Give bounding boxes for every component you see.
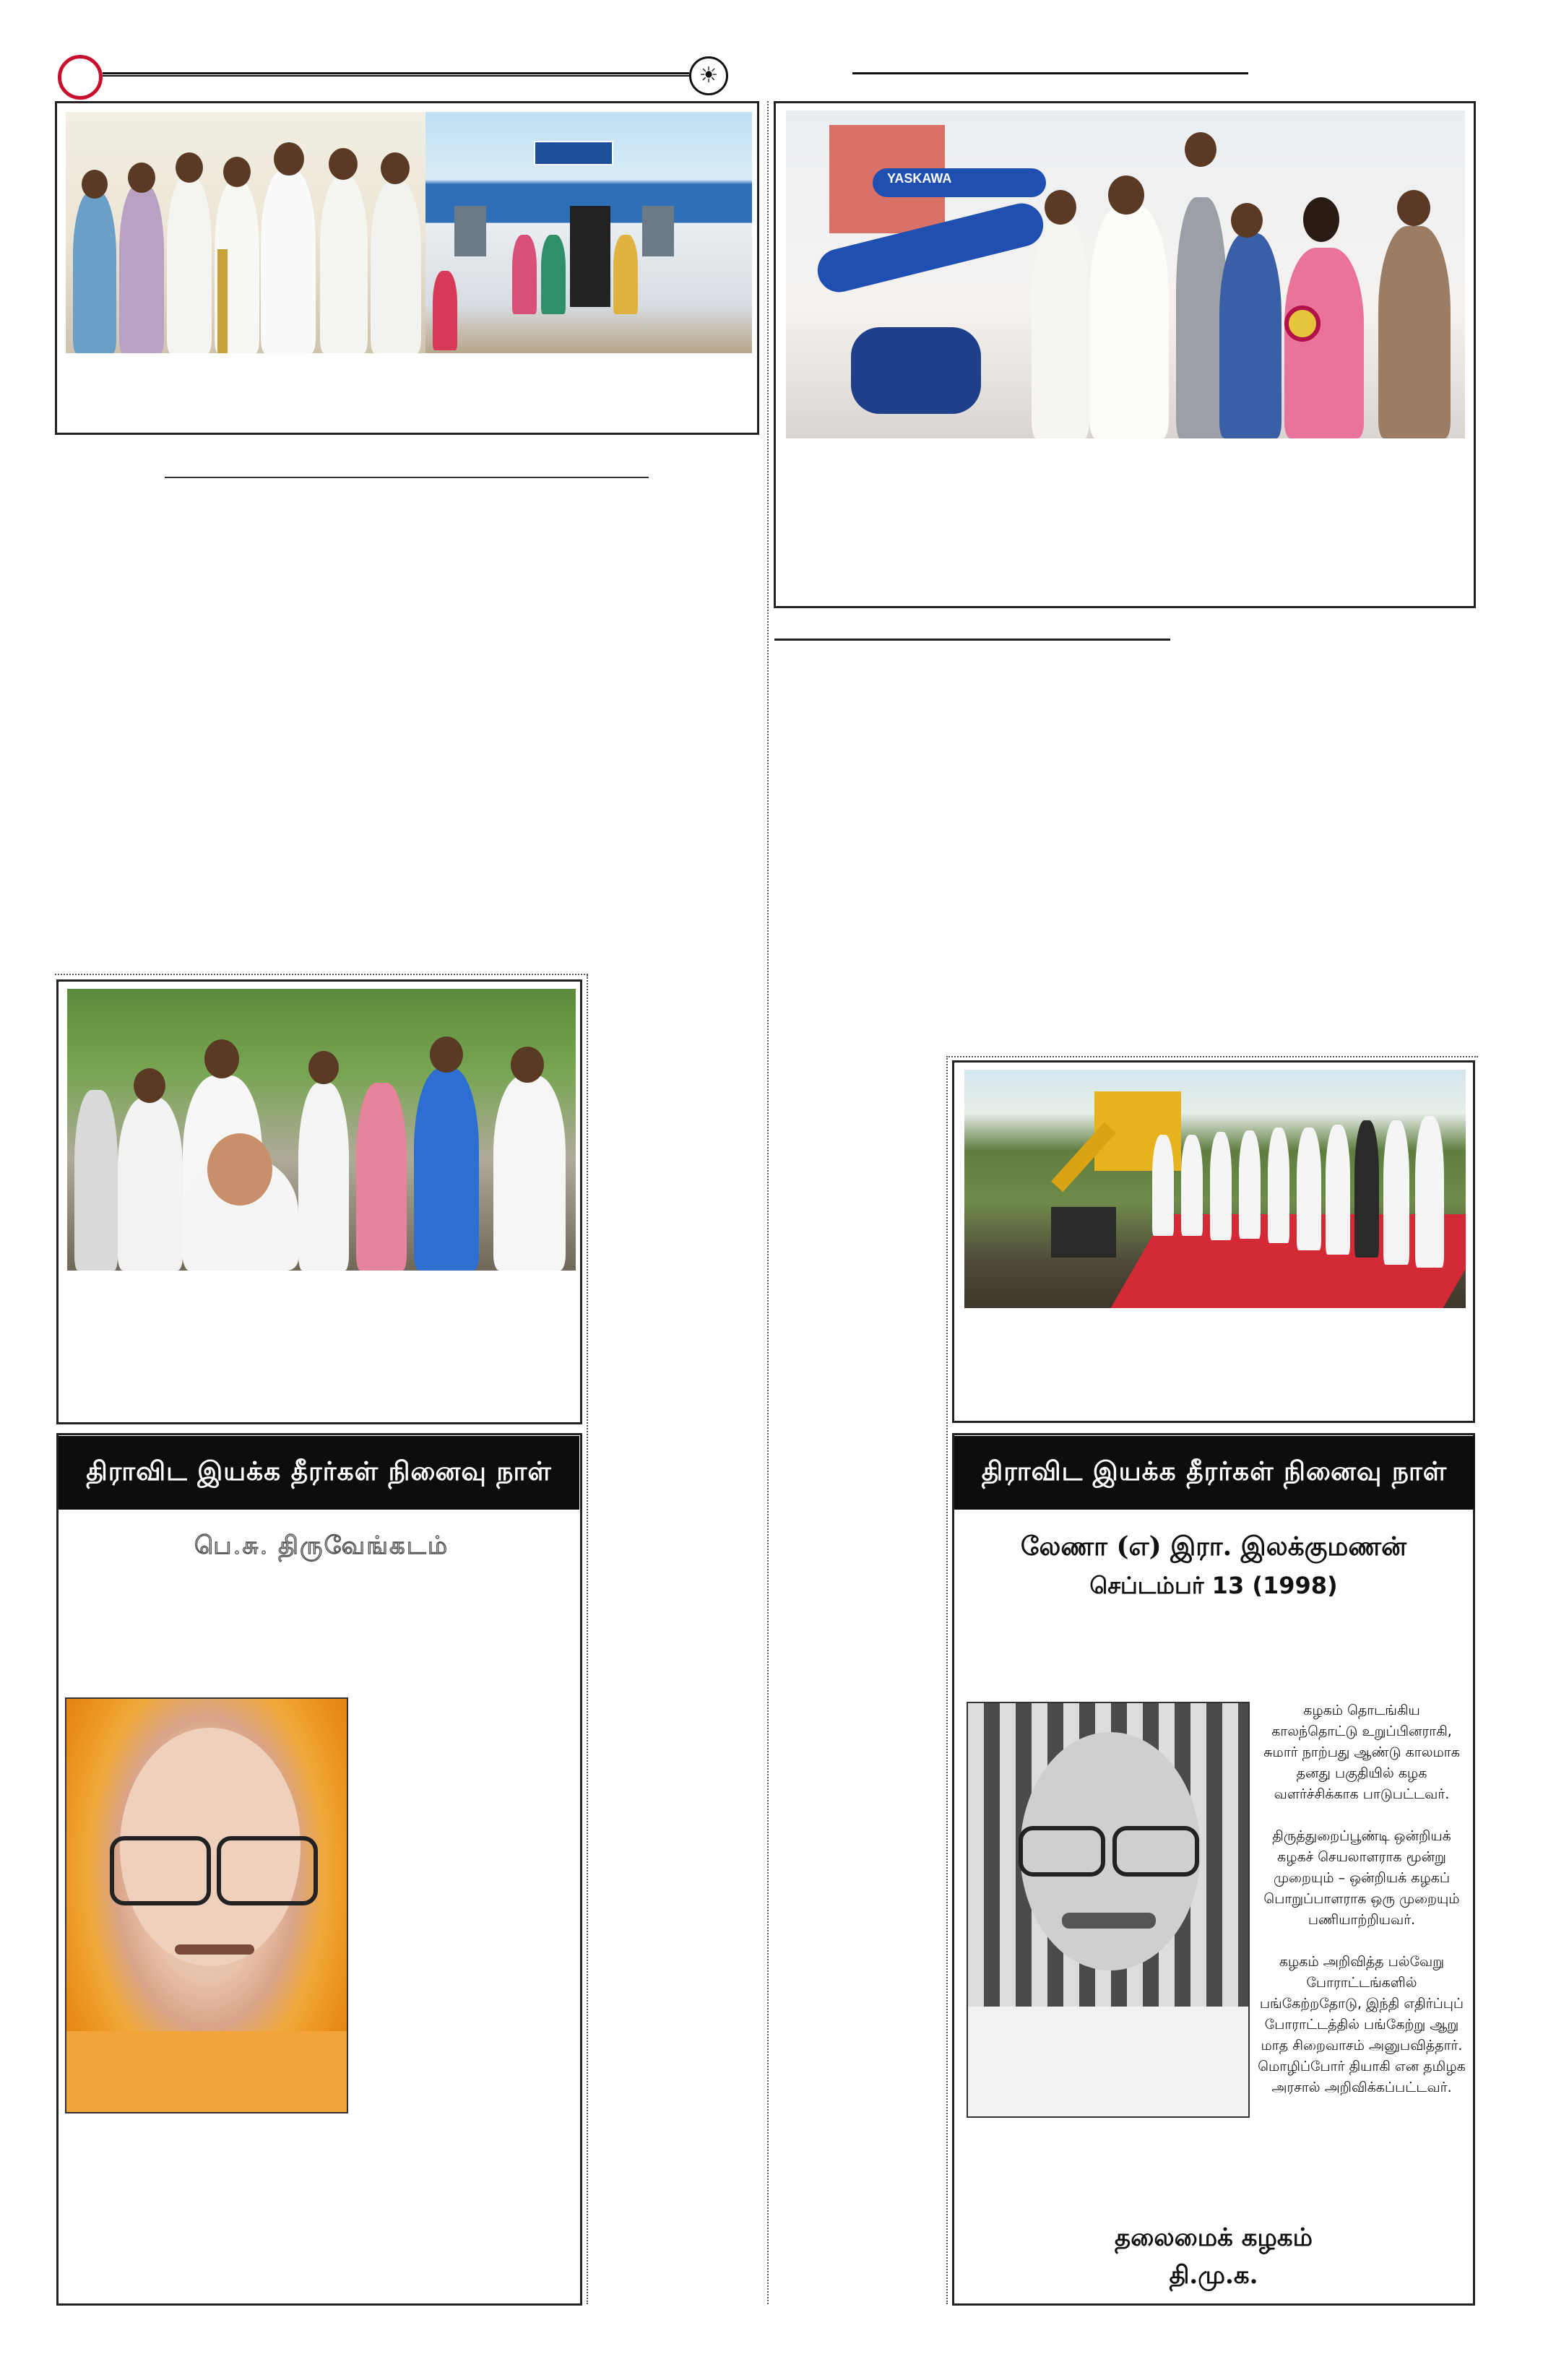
bio-line: மாத சிறைவாசம் அனுபவித்தார்.	[1261, 2038, 1463, 2054]
robot-brand-label: YASKAWA	[887, 171, 952, 186]
news-photo-box-street	[56, 979, 582, 1424]
tribute-name-left: பெ.சு. திருவேங்கடம்	[194, 1531, 449, 1560]
bio-line: தனது பகுதியில் கழக	[1296, 1765, 1427, 1781]
photo-new-building	[425, 112, 752, 353]
news-photo-box-robotics	[774, 101, 1476, 608]
bio-line: வளர்ச்சிக்காக பாடுபட்டவர்.	[1274, 1786, 1450, 1802]
column-divider-right	[946, 1056, 948, 2304]
tribute-date-right: செப்டம்பர் 13 (1998)	[1089, 1572, 1338, 1599]
section-divider	[55, 974, 588, 975]
brass-lamp	[217, 249, 228, 353]
photo-robotics-lab	[786, 111, 1465, 438]
building-window	[454, 206, 486, 256]
header-rule	[103, 72, 689, 77]
portrait-photo-right	[967, 1702, 1250, 2118]
headline-rule-right	[774, 639, 1170, 641]
header-rule-right	[852, 72, 1248, 76]
bio-line: கழகம் தொடங்கிய	[1303, 1702, 1420, 1718]
bio-line: மொழிப்போர் தியாகி என தமிழக	[1258, 2059, 1466, 2074]
tribute-banner-right: திராவிட இயக்க தீரர்கள் நினைவு நாள்	[954, 1436, 1474, 1510]
signature-line-2: தி.மு.க.	[1169, 2261, 1258, 2290]
bio-line: கழகச் செயலாளராக மூன்று	[1277, 1849, 1446, 1865]
building-window	[642, 206, 674, 256]
bio-line: பொறுப்பாளராக ஒரு முறையும்	[1263, 1891, 1460, 1907]
column-divider	[767, 101, 769, 2304]
photo-street-inspection	[67, 989, 576, 1271]
bio-line: கழகம் அறிவித்த பல்வேறு	[1279, 1954, 1445, 1970]
photo-lamp-lighting	[66, 112, 425, 353]
column-divider-left	[587, 975, 588, 2304]
signature-line-1: தலைமைக் கழகம்	[1115, 2223, 1313, 2252]
bio-line: பங்கேற்றதோடு, இந்தி எதிர்ப்புப்	[1259, 1996, 1464, 2012]
bio-line: அரசால் அறிவிக்கப்பட்டவர்.	[1271, 2080, 1452, 2095]
robot-base	[851, 327, 981, 414]
building-door	[570, 206, 610, 307]
bio-line: போராட்டங்களில்	[1306, 1975, 1417, 1991]
photo-excavation-site	[964, 1070, 1466, 1308]
excavator-bucket	[1051, 1207, 1116, 1258]
page-number-circle	[58, 55, 103, 100]
rising-sun-emblem-icon: ☀	[689, 56, 728, 95]
news-photo-box-inauguration	[55, 101, 759, 435]
bio-line: காலந்தொட்டு உறுப்பினராகி,	[1271, 1723, 1452, 1739]
section-divider-right	[946, 1056, 1478, 1057]
headline-rule	[165, 477, 649, 478]
bio-line: சுமார் நாற்பது ஆண்டு காலமாக	[1263, 1744, 1460, 1760]
bio-spacer	[1257, 1931, 1466, 1952]
portrait-photo-left	[65, 1697, 348, 2113]
rosette-badge	[1284, 306, 1321, 342]
building-signboard	[534, 141, 613, 165]
bio-line: திருத்துறைப்பூண்டி ஒன்றியக்	[1272, 1828, 1451, 1844]
bio-spacer	[1257, 1805, 1466, 1826]
tribute-banner-left: திராவிட இயக்க தீரர்கள் நினைவு நாள்	[59, 1436, 579, 1510]
tribute-bio-right	[1257, 1700, 1466, 2098]
bio-line: போராட்டத்தில் பங்கேற்று ஆறு	[1264, 2017, 1459, 2033]
news-photo-box-excavation	[952, 1060, 1475, 1423]
tribute-name-right: லேணா (எ) இரா. இலக்குமணன்	[1020, 1531, 1407, 1562]
bio-line: முறையும் – ஒன்றியக் கழகப்	[1273, 1870, 1451, 1886]
bio-line: பணியாற்றியவர்.	[1308, 1912, 1416, 1928]
